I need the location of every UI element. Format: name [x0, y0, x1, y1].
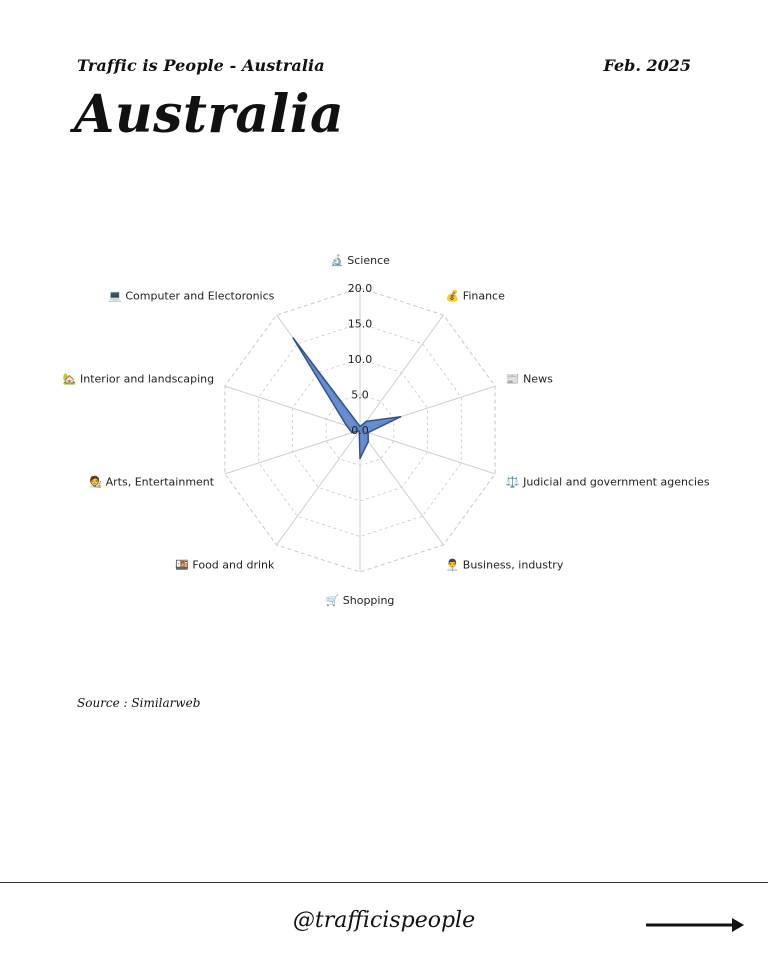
series-point-1 [366, 421, 368, 423]
tick-label: 0.0 [351, 424, 369, 437]
tick-label: 5.0 [351, 388, 369, 402]
series-point-4 [368, 441, 370, 443]
report-date: Feb. 2025 [603, 56, 691, 75]
tick-label: 15.0 [347, 317, 373, 331]
series-point-8 [346, 425, 348, 427]
radar-category-labels [63, 253, 710, 607]
category-label-1: 💰 Finance [445, 289, 505, 303]
footer-divider [0, 882, 768, 883]
series-point-9 [292, 337, 294, 339]
tick-label: 10.0 [347, 353, 373, 366]
arrow-right-icon[interactable] [646, 914, 746, 936]
category-label-8: 🏡 Interior and landscaping [62, 372, 215, 386]
category-label-5: 🛒 Shopping [325, 594, 395, 607]
category-label-6: 🍱 Food and drink [175, 558, 275, 572]
axis-spoke-7 [225, 430, 360, 474]
social-handle[interactable]: @trafficispeople [292, 908, 476, 933]
tick-label: 20.0 [347, 282, 373, 295]
axis-spoke-1 [360, 315, 444, 430]
source-note: Source : Similarweb [77, 696, 201, 710]
category-label-2: 📰 News [505, 372, 553, 386]
category-label-4: 👨‍💼 Business, industry [445, 558, 564, 572]
category-label-3: ⚖️ Judicial and government agencies [505, 475, 710, 489]
series-point-5 [359, 458, 361, 460]
category-label-0: 🔬 Science [330, 254, 390, 267]
radar-chart [0, 230, 768, 630]
page-title: Australia [74, 84, 345, 145]
series-title: Traffic is People - Australia [77, 56, 325, 75]
axis-spoke-4 [360, 430, 444, 545]
category-label-9: 💻 Computer and Electoronics [108, 289, 275, 303]
series-point-2 [400, 416, 402, 418]
category-label-7: 🧑‍🎨 Arts, Entertainment [88, 475, 215, 489]
axis-spoke-6 [277, 430, 361, 545]
